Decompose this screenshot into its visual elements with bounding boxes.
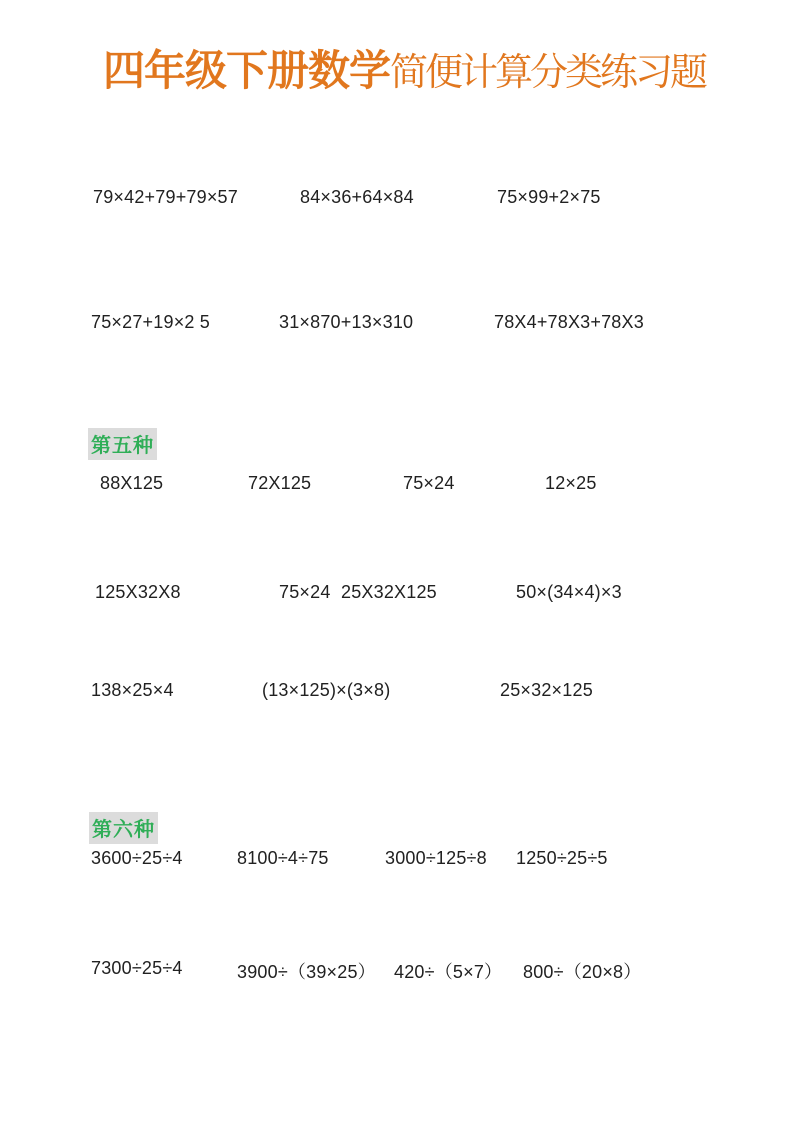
problem-row-7 bbox=[0, 958, 793, 980]
math-problem: 88X125 bbox=[100, 473, 164, 493]
math-problem: 125X32X8 bbox=[95, 582, 181, 602]
title-bold-part: 四年级下册数学 bbox=[103, 47, 391, 94]
math-problem: 25×32×125 bbox=[500, 680, 593, 700]
section-label-six: 第六种 bbox=[92, 817, 155, 841]
title-light-part: 简便计算分类练习题 bbox=[390, 50, 706, 94]
math-problem: 138×25×4 bbox=[91, 680, 174, 700]
math-problem: 50×(34×4)×3 bbox=[516, 582, 622, 602]
math-problem: 79×42+79+79×57 bbox=[93, 187, 238, 207]
math-problem: 420÷（5×7） bbox=[394, 962, 503, 982]
math-problem: 3600÷25÷4 bbox=[91, 848, 183, 868]
math-problem: 75×24 bbox=[403, 473, 455, 493]
math-problem: 25X32X125 bbox=[341, 582, 437, 602]
section-header-six bbox=[89, 812, 158, 844]
problem-row-4 bbox=[0, 582, 793, 604]
math-problem: 72X125 bbox=[248, 473, 312, 493]
problem-row-5 bbox=[0, 680, 793, 702]
page-title bbox=[103, 48, 705, 94]
math-problem: 8100÷4÷75 bbox=[237, 848, 329, 868]
problem-row-3 bbox=[0, 473, 793, 495]
math-problem: 75×99+2×75 bbox=[497, 187, 601, 207]
math-problem: 31×870+13×310 bbox=[279, 312, 414, 332]
math-problem: 12×25 bbox=[545, 473, 597, 493]
math-problem: 800÷（20×8） bbox=[523, 962, 642, 982]
problem-row-6 bbox=[0, 848, 793, 870]
section-header-five bbox=[88, 428, 157, 460]
math-problem: 75×27+19×2 5 bbox=[91, 312, 211, 332]
section-label-five: 第五种 bbox=[91, 433, 154, 457]
math-problem: 3900÷（39×25） bbox=[237, 962, 376, 982]
math-problem: 1250÷25÷5 bbox=[516, 848, 608, 868]
math-problem: 75×24 bbox=[279, 582, 331, 602]
math-problem: 84×36+64×84 bbox=[300, 187, 414, 207]
math-problem: 78X4+78X3+78X3 bbox=[494, 312, 644, 332]
math-problem: 3000÷125÷8 bbox=[385, 848, 487, 868]
math-problem: (13×125)×(3×8) bbox=[262, 680, 391, 700]
problem-row-2 bbox=[0, 312, 793, 334]
math-problem: 7300÷25÷4 bbox=[91, 958, 183, 978]
problem-row-1 bbox=[0, 187, 793, 209]
